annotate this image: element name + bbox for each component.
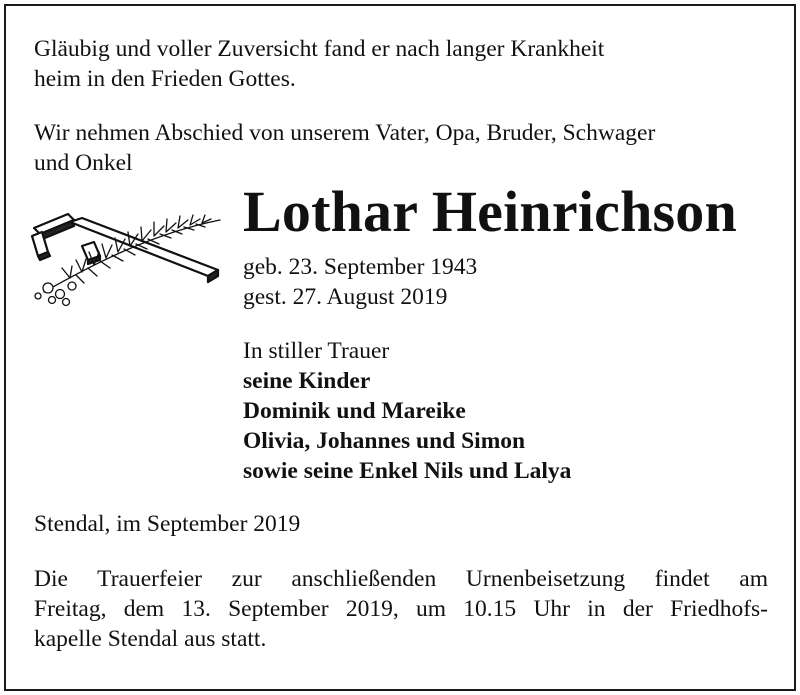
intro-line: Gläubig und voller Zuversicht fand er nach langer Krankheit (34, 36, 605, 62)
mourner-line: seine Kinder (243, 368, 371, 394)
mourner-line: Dominik und Mareike (243, 398, 466, 424)
death-date: gest. 27. August 2019 (243, 284, 448, 310)
funeral-line: kapelle Stendal aus statt. (34, 626, 267, 652)
farewell-line: Wir nehmen Abschied von unserem Vater, Opa, Bruder, Schwager (34, 120, 656, 146)
cross-with-palm-branch-icon (30, 208, 226, 308)
farewell-line: und Onkel (34, 150, 133, 176)
farewell-text (34, 118, 655, 178)
intro-text (34, 34, 604, 94)
mourners-intro: In stiller Trauer (243, 338, 390, 364)
intro-line: heim in den Frieden Gottes. (34, 66, 296, 92)
funeral-line: Die Trauerfeier zur anschließenden Urnenbeisetzung findet am (34, 566, 768, 592)
deceased-name: Lothar Heinrichson (243, 179, 737, 244)
place-date: Stendal, im September 2019 (34, 511, 301, 537)
mourners-block (243, 336, 571, 486)
funeral-line: Freitag, dem 13. September 2019, um 10.15 Uhr in der Friedhofs- (34, 596, 768, 622)
mourner-line: sowie seine Enkel Nils und Lalya (243, 458, 572, 484)
life-dates (243, 252, 477, 312)
birth-date: geb. 23. September 1943 (243, 254, 478, 280)
mourner-line: Olivia, Johannes und Simon (243, 428, 526, 454)
funeral-info (34, 564, 768, 654)
